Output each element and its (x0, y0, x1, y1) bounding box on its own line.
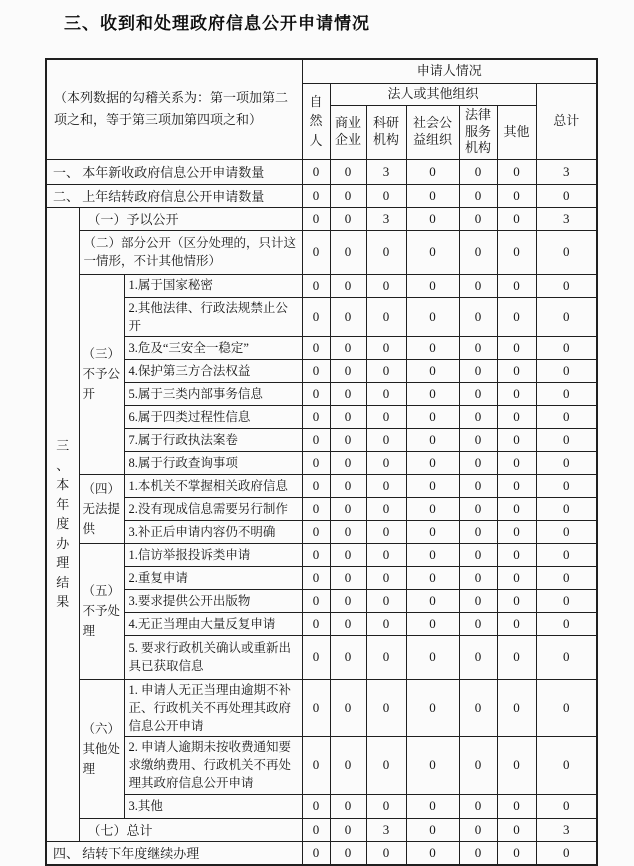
value-cell: 0 (330, 841, 366, 865)
value-cell: 0 (330, 382, 366, 405)
value-cell: 0 (536, 635, 597, 679)
value-cell: 0 (302, 297, 330, 336)
value-cell: 0 (302, 589, 330, 612)
value-cell: 0 (366, 336, 406, 359)
value-cell: 0 (302, 679, 330, 736)
value-cell: 0 (497, 794, 536, 818)
table-row (46, 520, 597, 543)
value-cell: 0 (459, 382, 497, 405)
value-cell: 0 (366, 841, 406, 865)
value-cell: 0 (330, 520, 366, 543)
value-cell: 0 (302, 382, 330, 405)
table-row (46, 428, 597, 451)
value-cell: 0 (406, 451, 459, 474)
value-cell: 0 (406, 679, 459, 736)
value-cell: 0 (536, 543, 597, 566)
col-legal-service: 法律服务机构 (459, 105, 497, 159)
value-cell: 0 (330, 451, 366, 474)
table-row (46, 474, 597, 497)
value-cell: 0 (302, 274, 330, 297)
value-cell: 3 (536, 159, 597, 184)
value-cell: 0 (330, 297, 366, 336)
value-cell: 0 (302, 451, 330, 474)
value-cell: 0 (406, 159, 459, 184)
value-cell: 0 (536, 428, 597, 451)
value-cell: 0 (497, 566, 536, 589)
applications-table (45, 58, 598, 866)
value-cell: 3 (366, 159, 406, 184)
value-cell: 0 (366, 230, 406, 274)
group-label-other-handling: （六）其他处理 (79, 679, 124, 818)
value-cell: 0 (459, 474, 497, 497)
value-cell: 0 (330, 497, 366, 520)
value-cell: 0 (366, 497, 406, 520)
table-row (46, 184, 597, 207)
value-cell: 0 (459, 451, 497, 474)
table-row (46, 274, 597, 297)
row-label: 6.属于四类过程性信息 (124, 405, 302, 428)
value-cell: 0 (330, 566, 366, 589)
value-cell: 0 (330, 543, 366, 566)
value-cell: 0 (330, 405, 366, 428)
row-label: 7.属于行政执法案卷 (124, 428, 302, 451)
value-cell: 0 (406, 428, 459, 451)
col-group-legal-org: 法人或其他组织 (330, 83, 536, 105)
value-cell: 0 (497, 274, 536, 297)
value-cell: 0 (497, 474, 536, 497)
value-cell: 0 (406, 405, 459, 428)
value-cell: 0 (459, 428, 497, 451)
table-row (46, 612, 597, 635)
value-cell: 0 (459, 566, 497, 589)
value-cell: 0 (536, 297, 597, 336)
value-cell: 0 (497, 405, 536, 428)
value-cell: 0 (302, 428, 330, 451)
value-cell: 0 (459, 336, 497, 359)
value-cell: 0 (366, 589, 406, 612)
value-cell: 0 (330, 635, 366, 679)
value-cell: 3 (536, 818, 597, 841)
row-label: 5. 要求行政机关确认或重新出具已获取信息 (124, 635, 302, 679)
value-cell: 0 (330, 359, 366, 382)
value-cell: 0 (497, 635, 536, 679)
row-label: 2.其他法律、行政法规禁止公开 (124, 297, 302, 336)
value-cell: 0 (459, 520, 497, 543)
value-cell: 0 (459, 543, 497, 566)
value-cell: 0 (459, 359, 497, 382)
value-cell: 0 (536, 359, 597, 382)
value-cell: 0 (406, 794, 459, 818)
value-cell: 0 (330, 818, 366, 841)
table-row (46, 841, 597, 865)
value-cell: 0 (459, 405, 497, 428)
value-cell: 0 (497, 841, 536, 865)
value-cell: 0 (459, 635, 497, 679)
value-cell: 0 (302, 474, 330, 497)
value-cell: 0 (330, 428, 366, 451)
value-cell: 0 (497, 184, 536, 207)
row-label: 3.补正后申请内容仍不明确 (124, 520, 302, 543)
table-row (46, 405, 597, 428)
value-cell: 0 (330, 679, 366, 736)
value-cell: 0 (536, 520, 597, 543)
value-cell: 0 (330, 159, 366, 184)
value-cell: 0 (406, 184, 459, 207)
value-cell: 0 (366, 474, 406, 497)
row-label: 5.属于三类内部事务信息 (124, 382, 302, 405)
value-cell: 0 (366, 451, 406, 474)
value-cell: 0 (459, 794, 497, 818)
row-label: （二）部分公开（区分处理的，只计这一情形，不计其他情形） (79, 230, 302, 274)
value-cell: 0 (459, 184, 497, 207)
value-cell: 0 (536, 737, 597, 794)
value-cell: 0 (459, 274, 497, 297)
value-cell: 0 (406, 336, 459, 359)
value-cell: 0 (459, 737, 497, 794)
value-cell: 0 (366, 382, 406, 405)
header-row-1 (46, 59, 597, 83)
value-cell: 0 (497, 230, 536, 274)
value-cell: 0 (366, 520, 406, 543)
value-cell: 0 (366, 794, 406, 818)
value-cell: 0 (302, 737, 330, 794)
value-cell: 0 (536, 566, 597, 589)
group-label-not-processed: （五）不予处理 (79, 543, 124, 679)
value-cell: 0 (330, 474, 366, 497)
vertical-char: 理 (56, 555, 70, 571)
group-label-unable-to-provide: （四）无法提供 (79, 474, 124, 543)
vertical-char: 办 (56, 535, 70, 551)
table-row (46, 635, 597, 679)
table-row (46, 297, 597, 336)
value-cell: 0 (330, 207, 366, 230)
value-cell: 0 (366, 359, 406, 382)
row-label: 3.要求提供公开出版物 (124, 589, 302, 612)
value-cell: 0 (330, 184, 366, 207)
table-row (46, 679, 597, 736)
value-cell: 0 (536, 405, 597, 428)
table-row (46, 359, 597, 382)
row-label: 四、 结转下年度继续办理 (46, 841, 302, 865)
row-label: 一、 本年新收政府信息公开申请数量 (46, 159, 302, 184)
value-cell: 0 (497, 159, 536, 184)
value-cell: 0 (459, 159, 497, 184)
value-cell: 0 (302, 566, 330, 589)
value-cell: 0 (406, 497, 459, 520)
value-cell: 0 (302, 841, 330, 865)
table-row (46, 382, 597, 405)
col-group-applicant: 申请人情况 (302, 59, 597, 83)
value-cell: 0 (459, 679, 497, 736)
row-label: 8.属于行政查询事项 (124, 451, 302, 474)
value-cell: 0 (366, 405, 406, 428)
row-label: 4.保护第三方合法权益 (124, 359, 302, 382)
value-cell: 0 (302, 635, 330, 679)
value-cell: 0 (536, 612, 597, 635)
row-label: 4.无正当理由大量反复申请 (124, 612, 302, 635)
value-cell: 3 (536, 207, 597, 230)
vertical-char: 果 (56, 594, 70, 610)
table-row (46, 497, 597, 520)
value-cell: 0 (366, 635, 406, 679)
value-cell: 0 (497, 679, 536, 736)
reconciliation-note: （本列数据的勾稽关系为：第一项加第二项之和，等于第三项加第四项之和） (46, 59, 302, 159)
row-label: （一）予以公开 (79, 207, 302, 230)
value-cell: 0 (497, 451, 536, 474)
section3-vertical-label (46, 207, 79, 841)
value-cell: 0 (302, 497, 330, 520)
value-cell: 0 (406, 737, 459, 794)
value-cell: 0 (330, 589, 366, 612)
page-title: 三、收到和处理政府信息公开申请情况 (64, 14, 370, 33)
value-cell: 0 (406, 841, 459, 865)
value-cell: 0 (536, 474, 597, 497)
vertical-char: 三 (56, 438, 70, 454)
value-cell: 0 (497, 737, 536, 794)
table-row (46, 207, 597, 230)
vertical-char: 、 (56, 457, 70, 473)
value-cell: 0 (302, 794, 330, 818)
value-cell: 0 (366, 184, 406, 207)
vertical-char: 度 (56, 516, 70, 532)
value-cell: 0 (406, 635, 459, 679)
table-row (46, 589, 597, 612)
value-cell: 0 (302, 207, 330, 230)
value-cell: 0 (406, 520, 459, 543)
value-cell: 0 (459, 818, 497, 841)
table-row (46, 818, 597, 841)
value-cell: 0 (459, 497, 497, 520)
value-cell: 0 (302, 405, 330, 428)
value-cell: 0 (459, 297, 497, 336)
row-label: 1.属于国家秘密 (124, 274, 302, 297)
vertical-char: 自 (309, 93, 323, 109)
value-cell: 0 (406, 818, 459, 841)
value-cell: 0 (536, 230, 597, 274)
row-label: （七）总计 (79, 818, 302, 841)
value-cell: 0 (459, 230, 497, 274)
row-label: 二、 上年结转政府信息公开申请数量 (46, 184, 302, 207)
value-cell: 0 (366, 428, 406, 451)
value-cell: 0 (366, 297, 406, 336)
value-cell: 0 (406, 566, 459, 589)
value-cell: 0 (302, 184, 330, 207)
col-other: 其他 (497, 105, 536, 159)
value-cell: 0 (497, 589, 536, 612)
value-cell: 0 (330, 737, 366, 794)
value-cell: 3 (366, 207, 406, 230)
value-cell: 0 (497, 428, 536, 451)
value-cell: 0 (536, 794, 597, 818)
value-cell: 0 (536, 497, 597, 520)
value-cell: 0 (330, 336, 366, 359)
col-social-welfare: 社会公益组织 (406, 105, 459, 159)
col-natural-person (302, 83, 330, 159)
value-cell: 0 (366, 543, 406, 566)
value-cell: 0 (536, 451, 597, 474)
table-row (46, 159, 597, 184)
value-cell: 0 (302, 159, 330, 184)
value-cell: 0 (497, 543, 536, 566)
value-cell: 0 (497, 336, 536, 359)
row-label: 2. 申请人逾期未按收费通知要求缴纳费用、行政机关不再处理其政府信息公开申请 (124, 737, 302, 794)
value-cell: 0 (366, 566, 406, 589)
value-cell: 0 (459, 589, 497, 612)
value-cell: 0 (406, 474, 459, 497)
table-row (46, 543, 597, 566)
value-cell: 0 (459, 841, 497, 865)
table-row (46, 794, 597, 818)
row-label: 3.危及“三安全一稳定” (124, 336, 302, 359)
value-cell: 0 (406, 382, 459, 405)
value-cell: 0 (497, 818, 536, 841)
value-cell: 0 (406, 207, 459, 230)
value-cell: 0 (366, 274, 406, 297)
row-label: 1. 申请人无正当理由逾期不补正、行政机关不再处理其政府信息公开申请 (124, 679, 302, 736)
value-cell: 0 (406, 543, 459, 566)
value-cell: 0 (497, 612, 536, 635)
vertical-char: 人 (309, 132, 323, 148)
value-cell: 0 (302, 336, 330, 359)
value-cell: 0 (302, 520, 330, 543)
value-cell: 0 (406, 359, 459, 382)
value-cell: 0 (406, 297, 459, 336)
value-cell: 0 (302, 359, 330, 382)
value-cell: 0 (536, 382, 597, 405)
value-cell: 0 (536, 679, 597, 736)
value-cell: 0 (406, 274, 459, 297)
value-cell: 0 (497, 497, 536, 520)
value-cell: 0 (497, 297, 536, 336)
value-cell: 0 (536, 336, 597, 359)
value-cell: 0 (302, 543, 330, 566)
value-cell: 0 (497, 359, 536, 382)
value-cell: 0 (330, 612, 366, 635)
value-cell: 0 (406, 230, 459, 274)
col-total: 总计 (536, 83, 597, 159)
col-commercial: 商业企业 (330, 105, 366, 159)
value-cell: 0 (302, 230, 330, 274)
row-label: 1.信访举报投诉类申请 (124, 543, 302, 566)
value-cell: 0 (330, 230, 366, 274)
row-label: 2.没有现成信息需要另行制作 (124, 497, 302, 520)
table-row (46, 566, 597, 589)
vertical-char: 年 (56, 496, 70, 512)
value-cell: 0 (366, 612, 406, 635)
row-label: 1.本机关不掌握相关政府信息 (124, 474, 302, 497)
value-cell: 3 (366, 818, 406, 841)
value-cell: 0 (302, 612, 330, 635)
value-cell: 0 (406, 589, 459, 612)
value-cell: 0 (459, 612, 497, 635)
value-cell: 0 (302, 818, 330, 841)
value-cell: 0 (536, 589, 597, 612)
value-cell: 0 (497, 382, 536, 405)
table-row (46, 737, 597, 794)
row-label: 2.重复申请 (124, 566, 302, 589)
value-cell: 0 (366, 737, 406, 794)
table-row (46, 336, 597, 359)
value-cell: 0 (406, 612, 459, 635)
value-cell: 0 (536, 184, 597, 207)
value-cell: 0 (330, 794, 366, 818)
col-research: 科研机构 (366, 105, 406, 159)
table-row (46, 451, 597, 474)
value-cell: 0 (536, 274, 597, 297)
value-cell: 0 (459, 207, 497, 230)
table-row (46, 230, 597, 274)
value-cell: 0 (497, 520, 536, 543)
vertical-char: 然 (309, 113, 323, 129)
value-cell: 0 (330, 274, 366, 297)
value-cell: 0 (366, 679, 406, 736)
value-cell: 0 (497, 207, 536, 230)
vertical-char: 结 (56, 574, 70, 590)
vertical-char: 本 (56, 477, 70, 493)
value-cell: 0 (536, 841, 597, 865)
group-label-no-disclosure: （三）不予公开 (79, 274, 124, 474)
row-label: 3.其他 (124, 794, 302, 818)
